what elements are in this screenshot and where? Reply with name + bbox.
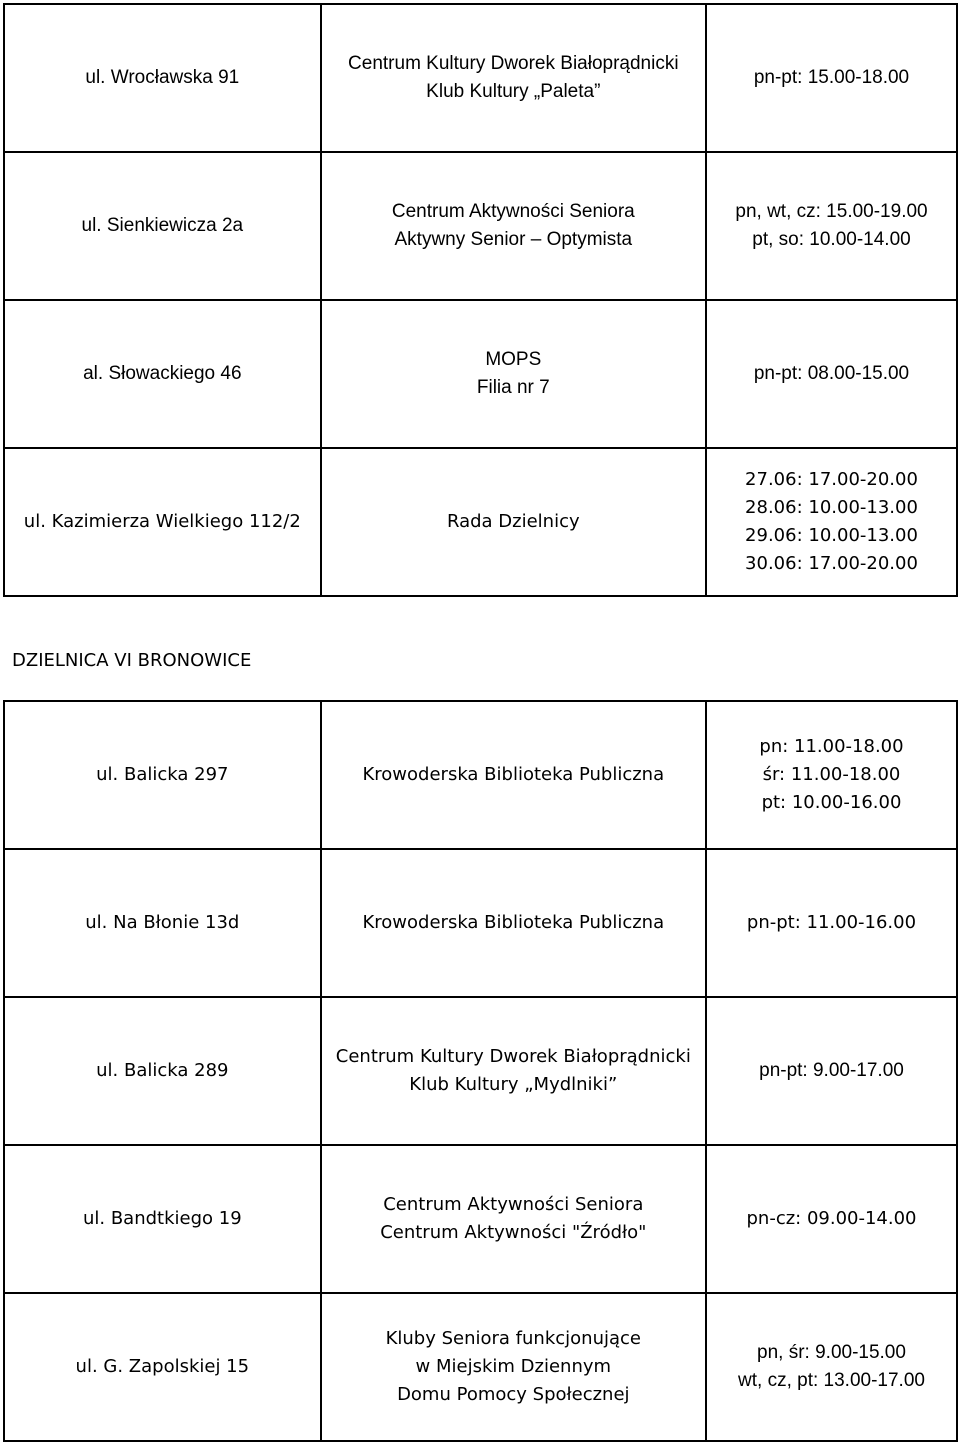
address-cell: ul. Balicka 297 xyxy=(4,701,321,849)
address-cell: ul. Sienkiewicza 2a xyxy=(4,152,321,300)
venue-cell: Krowoderska Biblioteka Publiczna xyxy=(321,701,706,849)
table-row xyxy=(4,997,957,1145)
venue-cell: Centrum Aktywności Seniora Aktywny Senior – Optymista xyxy=(321,152,706,300)
venue-cell: Centrum Kultury Dworek Białoprądnicki Klub Kultury „Mydlniki” xyxy=(321,997,706,1145)
hours-cell: 27.06: 17.00-20.00 28.06: 10.00-13.00 29.06: 10.00-13.00 30.06: 17.00-20.00 xyxy=(706,448,957,596)
address-cell: ul. Bandtkiego 19 xyxy=(4,1145,321,1293)
address-cell: ul. Kazimierza Wielkiego 112/2 xyxy=(4,448,321,596)
hours-cell: pn: 11.00-18.00 śr: 11.00-18.00 pt: 10.00-16.00 xyxy=(706,701,957,849)
table-row xyxy=(4,4,957,152)
hours-cell: pn-pt: 11.00-16.00 xyxy=(706,849,957,997)
venue-cell: Centrum Kultury Dworek Białoprądnicki Klub Kultury „Paleta” xyxy=(321,4,706,152)
venue-cell: Krowoderska Biblioteka Publiczna xyxy=(321,849,706,997)
address-cell: al. Słowackiego 46 xyxy=(4,300,321,448)
table-row xyxy=(4,152,957,300)
address-cell: ul. Wrocławska 91 xyxy=(4,4,321,152)
table-row xyxy=(4,1293,957,1441)
section-heading: DZIELNICA VI BRONOWICE xyxy=(12,650,252,671)
table-row xyxy=(4,300,957,448)
venue-cell: Centrum Aktywności Seniora Centrum Aktywności "Źródło" xyxy=(321,1145,706,1293)
venue-cell: Kluby Seniora funkcjonujące w Miejskim Dziennym Domu Pomocy Społecznej xyxy=(321,1293,706,1441)
table-row xyxy=(4,849,957,997)
address-cell: ul. Na Błonie 13d xyxy=(4,849,321,997)
hours-cell: pn-cz: 09.00-14.00 xyxy=(706,1145,957,1293)
venue-cell: Rada Dzielnicy xyxy=(321,448,706,596)
hours-cell: pn-pt: 9.00-17.00 xyxy=(706,997,957,1145)
hours-cell: pn-pt: 15.00-18.00 xyxy=(706,4,957,152)
hours-cell: pn-pt: 08.00-15.00 xyxy=(706,300,957,448)
table-row xyxy=(4,448,957,596)
address-cell: ul. Balicka 289 xyxy=(4,997,321,1145)
venue-table-1 xyxy=(3,3,958,597)
address-cell: ul. G. Zapolskiej 15 xyxy=(4,1293,321,1441)
table-row xyxy=(4,1145,957,1293)
venue-cell: MOPS Filia nr 7 xyxy=(321,300,706,448)
venue-table-2 xyxy=(3,700,958,1442)
hours-cell: pn, wt, cz: 15.00-19.00 pt, so: 10.00-14.00 xyxy=(706,152,957,300)
table-row xyxy=(4,701,957,849)
hours-cell: pn, śr: 9.00-15.00 wt, cz, pt: 13.00-17.00 xyxy=(706,1293,957,1441)
